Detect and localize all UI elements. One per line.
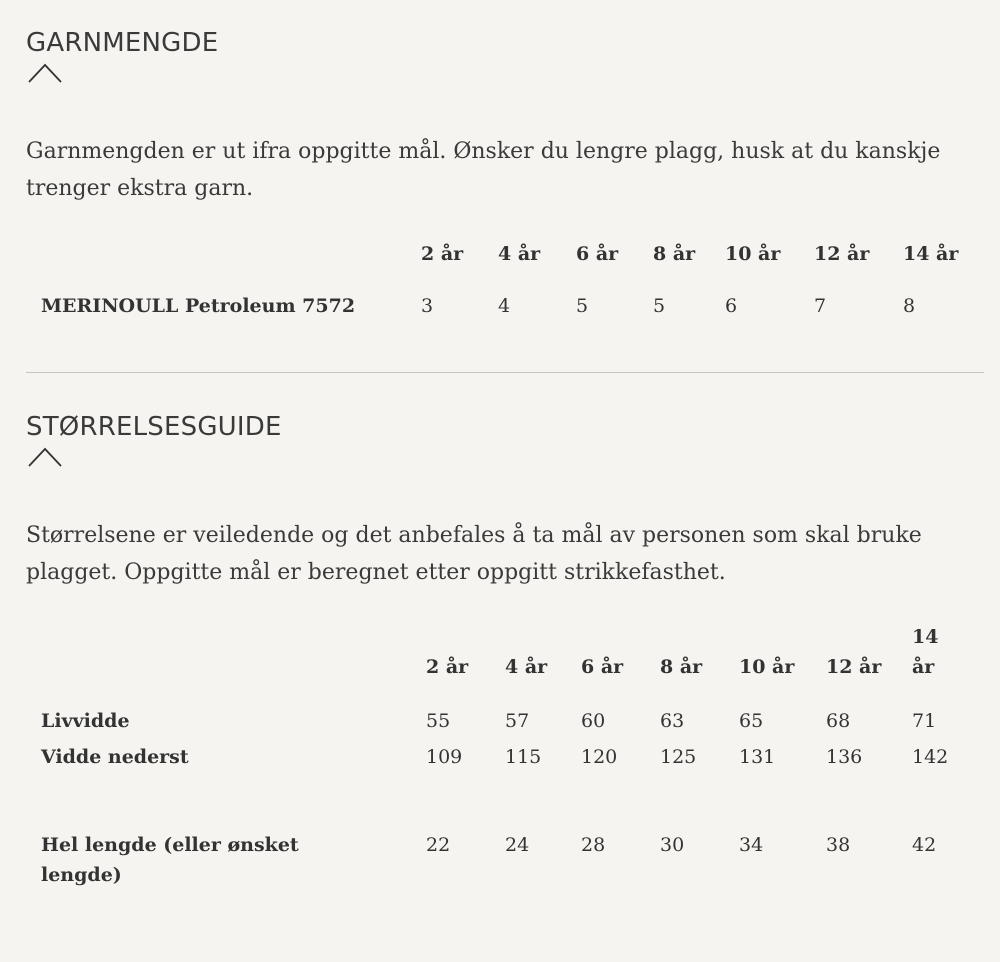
row-label: Livvidde [41,710,130,732]
section-divider [26,372,984,373]
table-cell: 60 [581,710,606,732]
size-header: 6 år [576,243,619,265]
size-guide-table [26,620,966,894]
size-header: 14 år [903,243,959,265]
table-cell: 115 [505,746,542,768]
table-cell: 7 [814,295,827,317]
table-cell: 5 [653,295,666,317]
table-cell: 22 [426,834,451,856]
table-row [26,824,966,894]
table-cell: 6 [725,295,738,317]
table-cell: 28 [581,834,606,856]
size-header: 14 år [912,626,939,678]
table-cell: 142 [912,746,949,768]
table-cell: 71 [912,710,937,732]
row-label: MERINOULL Petroleum 7572 [41,295,356,317]
table-row [26,269,984,329]
yarn-section-title[interactable]: GARNMENGDE [26,28,219,58]
row-label: Hel lengde (eller ønsket lengde) [41,834,299,886]
size-header: 10 år [725,243,781,265]
table-cell: 136 [826,746,863,768]
size-guide-intro-text: Størrelsene er veiledende og det anbefales å ta mål av personen som skal bruke plagget. Oppgitte mål er beregnet etter oppgitt strikkefasthet. [26,523,922,585]
size-header: 2 år [421,243,464,265]
size-header: 4 år [505,656,548,678]
table-header-empty [26,620,426,682]
table-cell: 30 [660,834,685,856]
size-header: 12 år [814,243,870,265]
chevron-up-icon[interactable] [27,62,63,84]
table-cell: 65 [739,710,764,732]
table-cell: 5 [576,295,589,317]
yarn-table [26,235,984,329]
table-cell: 63 [660,710,685,732]
size-header: 8 år [653,243,696,265]
size-header: 4 år [498,243,541,265]
size-guide-section-title[interactable]: STØRRELSESGUIDE [26,412,282,442]
table-cell: 24 [505,834,530,856]
size-header: 6 år [581,656,624,678]
yarn-intro-text: Garnmengden er ut ifra oppgitte mål. Ønsker du lengre plagg, husk at du kanskje trenger ekstra garn. [26,139,941,201]
table-header-empty [26,235,421,269]
table-cell: 68 [826,710,851,732]
table-cell: 125 [660,746,697,768]
size-header: 12 år [826,656,882,678]
table-row [26,740,966,824]
size-table-header-row [26,620,966,682]
table-cell: 109 [426,746,463,768]
table-cell: 131 [739,746,776,768]
table-cell: 34 [739,834,764,856]
yarn-table-header-row [26,235,984,269]
table-cell: 42 [912,834,937,856]
table-cell: 55 [426,710,451,732]
row-label: Vidde nederst [41,746,189,768]
table-cell: 4 [498,295,511,317]
chevron-up-icon[interactable] [27,446,63,468]
table-cell: 3 [421,295,434,317]
table-cell: 120 [581,746,618,768]
table-cell: 8 [903,295,916,317]
table-cell: 38 [826,834,851,856]
table-cell: 57 [505,710,530,732]
size-header: 10 år [739,656,795,678]
size-header: 8 år [660,656,703,678]
table-row [26,682,966,740]
size-header: 2 år [426,656,469,678]
